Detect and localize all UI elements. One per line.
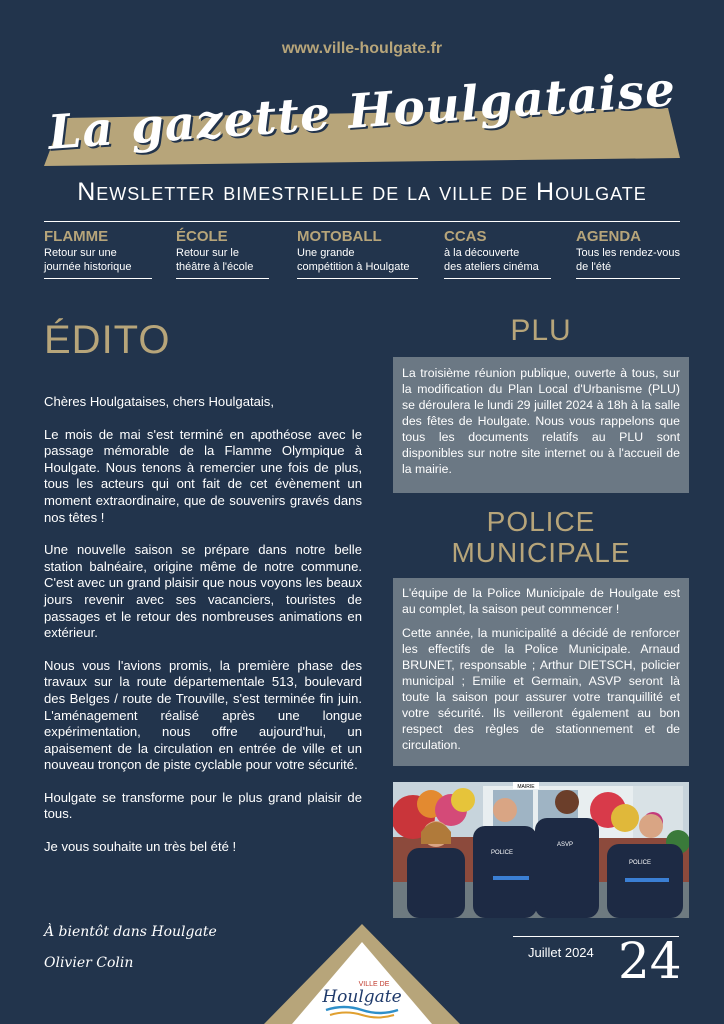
nav-underline bbox=[576, 278, 680, 279]
plu-box: La troisième réunion publique, ouverte à tous, sur la modification du Plan Local d'Urbanisme (PLU) se déroulera le lundi 29 juillet 2024 à 18h à la salle des fêtes de Houlgate. Nous vous rappelons que tous les documents relatifs au PLU sont disponibles sur notre site internet ou à l'accueil de la mairie. bbox=[393, 357, 689, 493]
edito-paragraph: Houlgate se transforme pour le plus grand plaisir de tous. bbox=[44, 789, 362, 822]
nav-item-ecole[interactable] bbox=[176, 229, 269, 279]
asvp-badge-text: ASVP bbox=[557, 842, 574, 848]
edito-body bbox=[44, 394, 362, 872]
nav-item-motoball[interactable] bbox=[297, 229, 418, 279]
logo-name: Houlgate bbox=[322, 987, 402, 1007]
police-heading: POLICE MUNICIPALE bbox=[451, 506, 631, 568]
edito-heading: ÉDITO bbox=[44, 318, 171, 362]
nav-heading: ÉCOLE bbox=[176, 228, 228, 245]
nav-underline bbox=[44, 278, 152, 279]
houlgate-logo[interactable] bbox=[264, 924, 460, 1024]
edito-paragraph: Une nouvelle saison se prépare dans notre belle station balnéaire, origine même de notre commune. C'est avec un grand plaisir que nous voyons les beaux jours revenir avec ses vacanciers, touristes de passages et le retour des nombreuses animations en extérieur. bbox=[44, 542, 362, 641]
newsletter-subtitle: Newsletter bimestrielle de la ville de Houlgate bbox=[77, 178, 647, 206]
nav-desc: Retour sur une journée historique bbox=[44, 247, 132, 273]
nav-item-agenda[interactable] bbox=[576, 229, 680, 279]
nav-item-ccas[interactable] bbox=[444, 229, 551, 279]
police-paragraph: L'équipe de la Police Municipale de Houlgate est au complet, la saison peut commencer ! bbox=[402, 586, 680, 616]
edito-paragraph: Chères Houlgataises, chers Houlgatais, bbox=[44, 394, 274, 409]
nav-heading: FLAMME bbox=[44, 228, 109, 245]
police-badge-text: POLICE bbox=[491, 850, 514, 856]
police-team-photo bbox=[393, 782, 689, 918]
edito-paragraph: Nous vous l'avions promis, la première phase des travaux sur la route départementale 513, boulevard des Belges / route de Trouville, s'est terminée fin juin. L'aménagement réalisé après une longue expérimentation, nous offre aujourd'hui, un apaisement de la circulation en entrée de ville et un nouveau tronçon de piste cyclable pour votre sécurité. bbox=[44, 657, 362, 773]
nav-underline bbox=[176, 278, 269, 279]
police-badge-text: POLICE bbox=[629, 860, 652, 866]
nav-desc: Tous les rendez-vous de l'été bbox=[576, 247, 680, 273]
nav-desc: à la découverte des ateliers cinéma bbox=[444, 247, 539, 273]
gazette-title: La gazette Houlgataise bbox=[46, 62, 678, 161]
nav-underline bbox=[444, 278, 551, 279]
nav-underline bbox=[297, 278, 418, 279]
edito-closing: À bientôt dans Houlgate bbox=[44, 924, 217, 940]
website-url[interactable]: www.ville-houlgate.fr bbox=[281, 40, 443, 57]
edito-signature: Olivier Colin bbox=[44, 955, 134, 971]
issue-date: Juillet 2024 bbox=[528, 945, 594, 960]
nav-item-flamme[interactable] bbox=[44, 229, 152, 279]
header-divider bbox=[44, 221, 680, 222]
edito-paragraph: Je vous souhaite un très bel été ! bbox=[44, 839, 237, 855]
edito-paragraph: Le mois de mai s'est terminé en apothéose avec le passage mémorable de la Flamme Olympique à Houlgate. Nous tenons à remercier une fois de plus, tous les acteurs qui ont fait de cet évènement un moment extraordinaire, que de souvenirs gravés dans nos têtes ! bbox=[44, 426, 362, 525]
issue-number: 24 bbox=[618, 932, 682, 990]
plu-heading: PLU bbox=[510, 314, 572, 347]
police-box bbox=[393, 578, 689, 766]
nav-heading: MOTOBALL bbox=[297, 228, 382, 245]
mairie-sign: MAIRIE bbox=[517, 784, 535, 790]
police-paragraph: Cette année, la municipalité a décidé de renforcer les effectifs de la Police Municipale. Arnaud BRUNET, responsable ; Arthur DIETSCH, policier municipal ; Emilie et Germain, ASVP seront là toute la saison pour assurer votre tranquillité et votre sécurité. Ils veilleront également au bon respect des règles de stationnement et de circulation. bbox=[402, 626, 680, 752]
nav-desc: Une grande compétition à Houlgate bbox=[297, 247, 410, 273]
nav-heading: CCAS bbox=[444, 228, 487, 245]
nav-desc: Retour sur le théâtre à l'école bbox=[176, 247, 254, 273]
nav-heading: AGENDA bbox=[576, 228, 642, 245]
logo-top-text: VILLE DE bbox=[358, 981, 390, 988]
